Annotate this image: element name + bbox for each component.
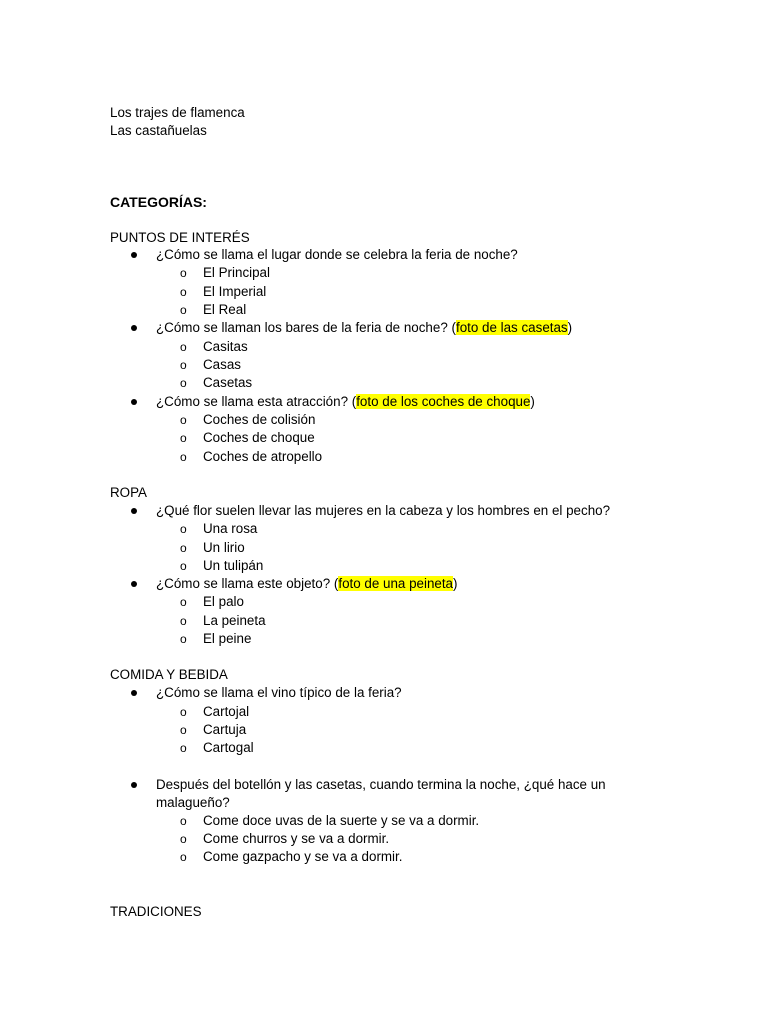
option: Coches de colisión: [203, 412, 316, 427]
bullet-icon: [131, 581, 137, 587]
question-ropa-1: ¿Qué flor suelen llevar las mujeres en la cabeza y los hombres en el pecho?: [156, 503, 611, 518]
question-puntos-1: ¿Cómo se llama el lugar donde se celebra la feria de noche?: [156, 247, 518, 262]
question-text: ¿Cómo se llama este objeto? (: [156, 576, 339, 591]
option: Coches de atropello: [203, 449, 323, 464]
sub-bullet-icon: o: [180, 595, 187, 609]
sub-bullet-icon: o: [180, 723, 187, 737]
option: Cartuja: [203, 722, 247, 737]
question-comida-1: ¿Cómo se llama el vino típico de la feria?: [156, 685, 402, 700]
bullet-icon: [131, 325, 137, 331]
option: Una rosa: [203, 521, 258, 536]
sub-bullet-icon: o: [180, 705, 187, 719]
sub-bullet-icon: o: [180, 632, 187, 646]
bullet-icon: [131, 782, 137, 788]
option: El palo: [203, 594, 244, 609]
sub-bullet-icon: o: [180, 376, 187, 390]
section-title-puntos: PUNTOS DE INTERÉS: [110, 230, 250, 245]
question-puntos-2: [156, 319, 656, 337]
sub-bullet-icon: o: [180, 450, 187, 464]
section-title-ropa: ROPA: [110, 485, 147, 500]
sub-bullet-icon: o: [180, 303, 187, 317]
highlighted-note: foto de los coches de choque: [356, 394, 531, 409]
sub-bullet-icon: o: [180, 413, 187, 427]
intro-line-2: Las castañuelas: [110, 123, 207, 138]
sub-bullet-icon: o: [180, 850, 187, 864]
bullet-icon: [131, 252, 137, 258]
sub-bullet-icon: o: [180, 358, 187, 372]
sub-bullet-icon: o: [180, 340, 187, 354]
section-title-comida: COMIDA Y BEBIDA: [110, 667, 228, 682]
sub-bullet-icon: o: [180, 559, 187, 573]
option: La peineta: [203, 613, 266, 628]
question-text-end: ): [567, 320, 573, 335]
option: El Real: [203, 302, 247, 317]
bullet-icon: [131, 508, 137, 514]
question-text-end: ): [530, 394, 535, 409]
option: Casetas: [203, 375, 253, 390]
sub-bullet-icon: o: [180, 285, 187, 299]
sub-bullet-icon: o: [180, 541, 187, 555]
option: El Principal: [203, 265, 270, 280]
option: Casitas: [203, 339, 248, 354]
option: El Imperial: [203, 284, 267, 299]
sub-bullet-icon: o: [180, 266, 187, 280]
option: El peine: [203, 631, 252, 646]
sub-bullet-icon: o: [180, 814, 187, 828]
question-comida-2: Después del botellón y las casetas, cuando termina la noche, ¿qué hace un malagueño?: [156, 777, 606, 810]
option: Un tulipán: [203, 558, 264, 573]
question-puntos-3: [156, 393, 656, 411]
sub-bullet-icon: o: [180, 522, 187, 536]
sub-bullet-icon: o: [180, 741, 187, 755]
option: Come doce uvas de la suerte y se va a dormir.: [203, 813, 480, 828]
question-ropa-2: [156, 575, 656, 593]
option: Cartogal: [203, 740, 254, 755]
option: Cartojal: [203, 704, 250, 719]
bullet-icon: [131, 399, 137, 405]
question-text: ¿Cómo se llaman los bares de la feria de noche? (: [156, 320, 456, 335]
highlighted-note: foto de las casetas: [455, 320, 568, 335]
sub-bullet-icon: o: [180, 832, 187, 846]
question-text: ¿Cómo se llama esta atracción? (: [156, 394, 357, 409]
categories-heading: CATEGORÍAS:: [110, 194, 207, 210]
sub-bullet-icon: o: [180, 431, 187, 445]
option: Come gazpacho y se va a dormir.: [203, 849, 403, 864]
section-title-tradiciones: TRADICIONES: [110, 904, 202, 919]
intro-line-1: Los trajes de flamenca: [110, 105, 245, 120]
option: Un lirio: [203, 540, 245, 555]
option: Casas: [203, 357, 241, 372]
bullet-icon: [131, 690, 137, 696]
question-text-end: ): [453, 576, 458, 591]
option: Come churros y se va a dormir.: [203, 831, 390, 846]
option: Coches de choque: [203, 430, 315, 445]
highlighted-note: foto de una peineta: [338, 576, 454, 591]
sub-bullet-icon: o: [180, 614, 187, 628]
